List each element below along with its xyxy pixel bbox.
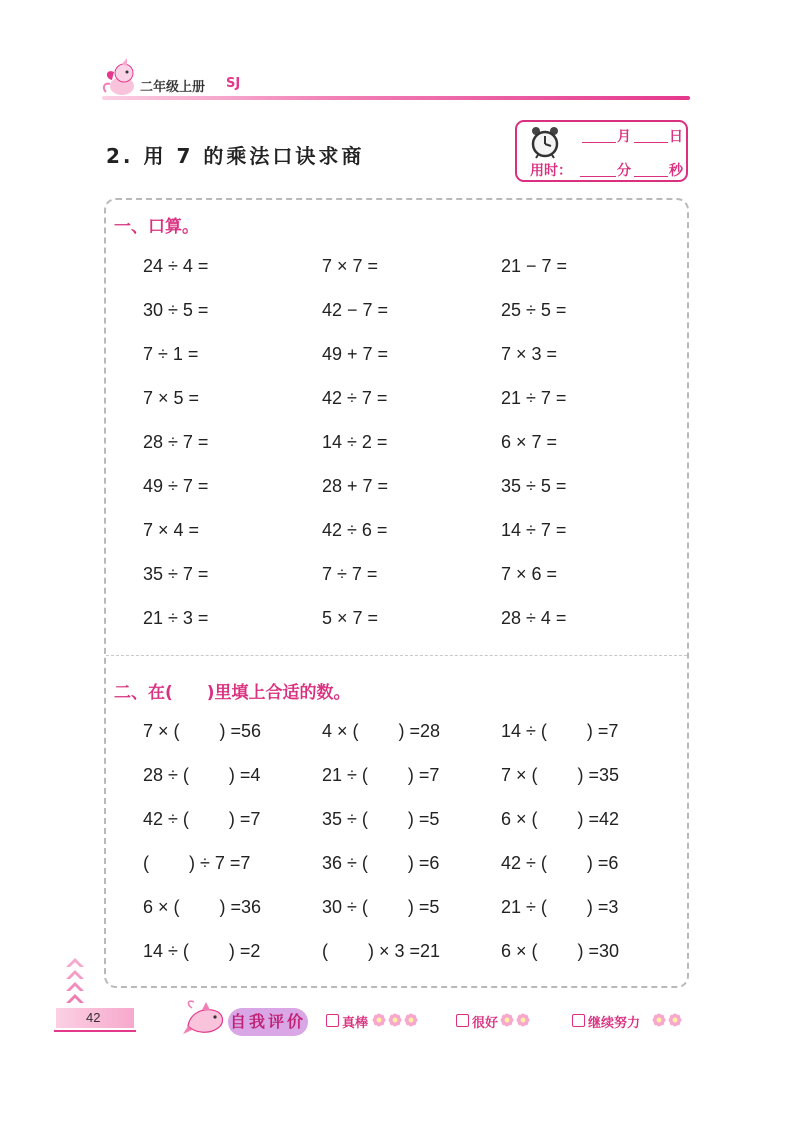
flower-icon xyxy=(404,1013,418,1027)
grade-label: 二年级上册 xyxy=(140,80,206,95)
checkbox-great[interactable] xyxy=(326,1014,339,1027)
fill-blank-item-r4-c1: ( ) ÷ 7 =7 xyxy=(143,853,251,873)
mental-math-item-r8-c2: 7 ÷ 7 = xyxy=(322,564,378,584)
section1-title: 一、口算。 xyxy=(114,217,199,237)
dolphin-icon xyxy=(182,1000,228,1040)
mental-math-item-r6-c2: 28 + 7 = xyxy=(322,476,389,496)
fill-blank-item-r1-c2: 4 × ( ) =28 xyxy=(322,721,441,741)
fill-blank-item-r6-c2: ( ) × 3 =21 xyxy=(322,941,441,961)
mental-math-item-r5-c2: 14 ÷ 2 = xyxy=(322,432,388,452)
mental-math-item-r9-c2: 5 × 7 = xyxy=(322,608,379,628)
checkbox-good[interactable] xyxy=(456,1014,469,1027)
mental-math-item-r6-c1: 49 ÷ 7 = xyxy=(143,476,209,496)
section2-title: 二、在( )里填上合适的数。 xyxy=(114,683,351,703)
mental-math-item-r5-c3: 6 × 7 = xyxy=(501,432,558,452)
seconds-blank[interactable] xyxy=(634,176,668,177)
option-great-label: 真棒 xyxy=(342,1016,369,1031)
mental-math-item-r4-c2: 42 ÷ 7 = xyxy=(322,388,388,408)
flower-icon xyxy=(652,1013,666,1027)
fill-blank-item-r5-c3: 21 ÷ ( ) =3 xyxy=(501,897,619,917)
mental-math-item-r7-c1: 7 × 4 = xyxy=(143,520,200,540)
mental-math-item-r3-c3: 7 × 3 = xyxy=(501,344,558,364)
fill-blank-item-r5-c2: 30 ÷ ( ) =5 xyxy=(322,897,440,917)
time-used-label: 用时： xyxy=(530,163,572,179)
mental-math-item-r1-c2: 7 × 7 = xyxy=(322,256,379,276)
fill-blank-item-r1-c1: 7 × ( ) =56 xyxy=(143,721,262,741)
mental-math-item-r1-c1: 24 ÷ 4 = xyxy=(143,256,209,276)
mental-math-item-r2-c1: 30 ÷ 5 = xyxy=(143,300,209,320)
alarm-clock-icon xyxy=(528,125,562,159)
page-number: 42 xyxy=(86,1010,101,1025)
mental-math-item-r5-c1: 28 ÷ 7 = xyxy=(143,432,209,452)
chevron-up-icon xyxy=(64,955,86,1007)
fill-blank-item-r6-c3: 6 × ( ) =30 xyxy=(501,941,620,961)
checkbox-keep-trying[interactable] xyxy=(572,1014,585,1027)
mental-math-item-r2-c3: 25 ÷ 5 = xyxy=(501,300,567,320)
mental-math-item-r7-c2: 42 ÷ 6 = xyxy=(322,520,388,540)
flower-icon xyxy=(372,1013,386,1027)
mental-math-item-r2-c2: 42 − 7 = xyxy=(322,300,389,320)
fill-blank-item-r3-c3: 6 × ( ) =42 xyxy=(501,809,620,829)
fill-blank-item-r4-c2: 36 ÷ ( ) =6 xyxy=(322,853,440,873)
mental-math-item-r4-c3: 21 ÷ 7 = xyxy=(501,388,567,408)
mental-math-item-r7-c3: 14 ÷ 7 = xyxy=(501,520,567,540)
fill-blank-item-r4-c3: 42 ÷ ( ) =6 xyxy=(501,853,619,873)
mental-math-item-r9-c1: 21 ÷ 3 = xyxy=(143,608,209,628)
mental-math-item-r6-c3: 35 ÷ 5 = xyxy=(501,476,567,496)
fill-blank-item-r1-c3: 14 ÷ ( ) =7 xyxy=(501,721,619,741)
option-keep-trying-label: 继续努力 xyxy=(588,1016,641,1031)
lesson-title: 2. 用 7 的乘法口诀求商 xyxy=(106,144,365,168)
flower-icon xyxy=(516,1013,530,1027)
flower-icon xyxy=(668,1013,682,1027)
minutes-label: 分 xyxy=(617,163,631,179)
fill-blank-item-r5-c1: 6 × ( ) =36 xyxy=(143,897,262,917)
section-divider xyxy=(106,655,687,656)
flower-icon xyxy=(500,1013,514,1027)
fill-blank-item-r3-c2: 35 ÷ ( ) =5 xyxy=(322,809,440,829)
mental-math-item-r3-c1: 7 ÷ 1 = xyxy=(143,344,199,364)
fill-blank-item-r2-c1: 28 ÷ ( ) =4 xyxy=(143,765,261,785)
minutes-blank[interactable] xyxy=(580,176,616,177)
fill-blank-item-r2-c3: 7 × ( ) =35 xyxy=(501,765,620,785)
fill-blank-item-r3-c1: 42 ÷ ( ) =7 xyxy=(143,809,261,829)
mental-math-item-r8-c1: 35 ÷ 7 = xyxy=(143,564,209,584)
header-divider xyxy=(102,96,690,100)
day-blank[interactable] xyxy=(634,142,668,143)
mental-math-item-r3-c2: 49 + 7 = xyxy=(322,344,389,364)
option-good-label: 很好 xyxy=(472,1016,499,1031)
month-label: 月 xyxy=(617,129,631,145)
fill-blank-item-r2-c2: 21 ÷ ( ) =7 xyxy=(322,765,440,785)
day-label: 日 xyxy=(669,129,683,145)
self-evaluation-label: 自我评价 xyxy=(228,1008,308,1036)
flower-icon xyxy=(388,1013,402,1027)
page-number-rule xyxy=(54,1030,136,1032)
unicorn-mascot-icon xyxy=(100,58,140,100)
mental-math-item-r9-c3: 28 ÷ 4 = xyxy=(501,608,567,628)
mental-math-item-r4-c1: 7 × 5 = xyxy=(143,388,200,408)
fill-blank-item-r6-c1: 14 ÷ ( ) =2 xyxy=(143,941,261,961)
edition-code: SJ xyxy=(226,76,241,91)
month-blank[interactable] xyxy=(582,142,616,143)
mental-math-item-r8-c3: 7 × 6 = xyxy=(501,564,558,584)
seconds-label: 秒 xyxy=(669,163,683,179)
mental-math-item-r1-c3: 21 − 7 = xyxy=(501,256,568,276)
